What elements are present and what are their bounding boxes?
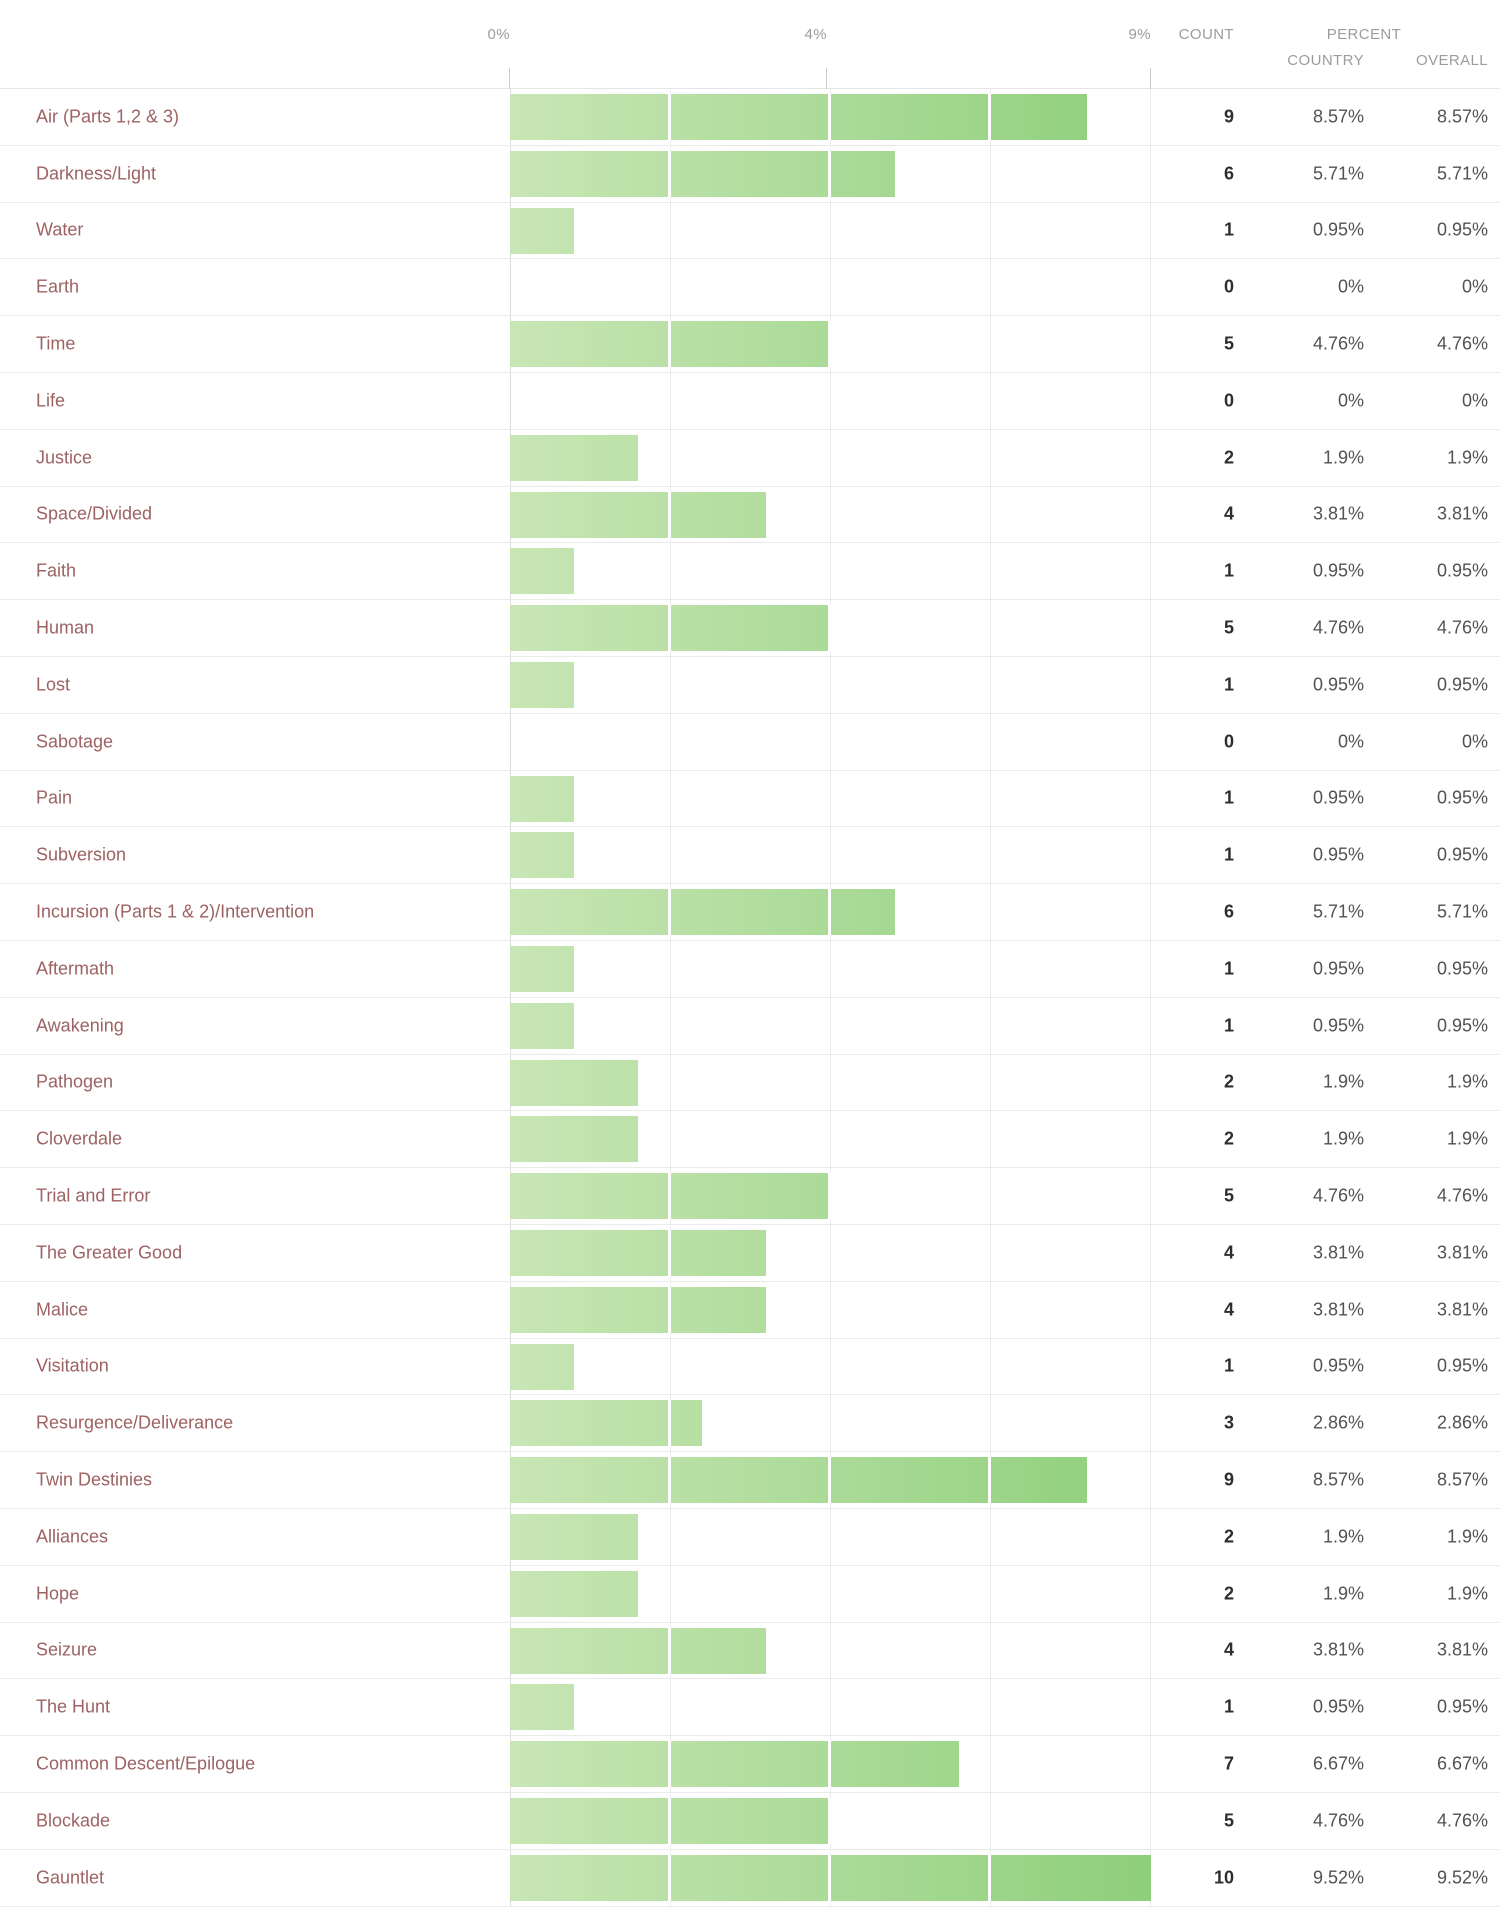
country-column-header: COUNTRY	[1287, 52, 1364, 69]
count-value: 4	[1223, 503, 1234, 524]
bar-cell	[510, 884, 1151, 940]
bar-cell	[510, 714, 1151, 770]
count-value: 1	[1223, 674, 1234, 695]
axis-tick-mark-0	[509, 68, 510, 89]
count-value: 1	[1223, 219, 1234, 240]
country-percent-value: 8.57%	[1312, 1469, 1364, 1490]
overall-percent-value: 0%	[1461, 276, 1488, 297]
episode-label: Lost	[36, 674, 71, 695]
vote-bar	[510, 1003, 574, 1049]
overall-percent-value: 9.52%	[1436, 1867, 1488, 1888]
episode-label: The Greater Good	[36, 1242, 183, 1263]
episode-label: Malice	[36, 1299, 89, 1320]
table-row	[0, 89, 1500, 146]
country-percent-value: 3.81%	[1312, 1242, 1364, 1263]
episode-label: Faith	[36, 560, 77, 581]
overall-percent-value: 4.76%	[1436, 1185, 1488, 1206]
country-percent-value: 1.9%	[1322, 1128, 1364, 1149]
episode-label: Space/Divided	[36, 503, 153, 524]
episode-label: Life	[36, 390, 66, 411]
country-percent-value: 4.76%	[1312, 1810, 1364, 1831]
bar-cell	[510, 1736, 1151, 1792]
vote-bar	[510, 321, 831, 367]
table-row	[0, 884, 1500, 941]
country-percent-value: 0.95%	[1312, 1696, 1364, 1717]
table-row	[0, 1111, 1500, 1168]
vote-bar	[510, 435, 638, 481]
table-row	[0, 487, 1500, 544]
country-percent-value: 0.95%	[1312, 560, 1364, 581]
episode-label: Pathogen	[36, 1071, 114, 1092]
bar-segment-divider	[988, 1457, 991, 1503]
overall-percent-value: 8.57%	[1436, 1469, 1488, 1490]
axis-tick-label-0: 0%	[487, 26, 510, 43]
country-percent-value: 0.95%	[1312, 1015, 1364, 1036]
count-value: 9	[1223, 106, 1234, 127]
bar-segment-divider	[668, 1457, 671, 1503]
vote-bar	[510, 1684, 574, 1730]
count-value: 6	[1223, 163, 1234, 184]
vote-bar	[510, 776, 574, 822]
vote-bar	[510, 832, 574, 878]
overall-column-header: OVERALL	[1416, 52, 1488, 69]
country-percent-value: 6.67%	[1312, 1753, 1364, 1774]
vote-bar	[510, 492, 766, 538]
country-percent-value: 0%	[1337, 731, 1364, 752]
count-value: 5	[1223, 1185, 1234, 1206]
overall-percent-value: 8.57%	[1436, 106, 1488, 127]
bar-segment-divider	[668, 1287, 671, 1333]
vote-bar	[510, 151, 895, 197]
bar-segment-divider	[668, 1741, 671, 1787]
country-percent-value: 4.76%	[1312, 1185, 1364, 1206]
count-value: 1	[1223, 787, 1234, 808]
bar-segment-divider	[988, 94, 991, 140]
bar-cell	[510, 941, 1151, 997]
overall-percent-value: 5.71%	[1436, 163, 1488, 184]
count-column-header: COUNT	[1178, 26, 1234, 43]
country-percent-value: 1.9%	[1322, 447, 1364, 468]
vote-bar	[510, 1230, 766, 1276]
count-value: 1	[1223, 1355, 1234, 1376]
overall-percent-value: 0.95%	[1436, 1355, 1488, 1376]
bar-segment-divider	[668, 151, 671, 197]
bar-cell	[510, 259, 1151, 315]
vote-bar	[510, 94, 1087, 140]
vote-bar	[510, 946, 574, 992]
table-row	[0, 146, 1500, 203]
episode-label: Water	[36, 219, 84, 240]
country-percent-value: 3.81%	[1312, 503, 1364, 524]
bar-cell	[510, 1850, 1151, 1906]
count-value: 2	[1223, 1071, 1234, 1092]
bar-cell	[510, 373, 1151, 429]
bar-segment-divider	[828, 1798, 831, 1844]
country-percent-value: 4.76%	[1312, 333, 1364, 354]
table-row	[0, 657, 1500, 714]
bar-segment-divider	[828, 94, 831, 140]
country-percent-value: 4.76%	[1312, 617, 1364, 638]
table-row	[0, 373, 1500, 430]
table-row	[0, 941, 1500, 998]
table-header	[0, 0, 1500, 89]
bar-cell	[510, 146, 1151, 202]
bar-cell	[510, 1509, 1151, 1565]
overall-percent-value: 0%	[1461, 731, 1488, 752]
bar-cell	[510, 1111, 1151, 1167]
episode-label: Twin Destinies	[36, 1469, 153, 1490]
overall-percent-value: 3.81%	[1436, 1299, 1488, 1320]
table-body	[0, 89, 1500, 1907]
overall-percent-value: 0.95%	[1436, 1696, 1488, 1717]
table-row	[0, 827, 1500, 884]
country-percent-value: 0.95%	[1312, 958, 1364, 979]
bar-cell	[510, 1339, 1151, 1395]
table-row	[0, 600, 1500, 657]
count-value: 1	[1223, 1696, 1234, 1717]
percent-column-header: PERCENT	[1326, 26, 1402, 43]
country-percent-value: 9.52%	[1312, 1867, 1364, 1888]
country-percent-value: 3.81%	[1312, 1299, 1364, 1320]
overall-percent-value: 1.9%	[1446, 447, 1488, 468]
bar-cell	[510, 600, 1151, 656]
episode-label: Alliances	[36, 1526, 109, 1547]
table-row	[0, 543, 1500, 600]
bar-segment-divider	[668, 94, 671, 140]
table-row	[0, 1566, 1500, 1623]
country-percent-value: 0.95%	[1312, 787, 1364, 808]
bar-segment-divider	[828, 321, 831, 367]
table-row	[0, 1736, 1500, 1793]
bar-cell	[510, 827, 1151, 883]
table-row	[0, 1850, 1500, 1907]
country-percent-value: 5.71%	[1312, 163, 1364, 184]
episode-label: Sabotage	[36, 731, 114, 752]
count-value: 6	[1223, 901, 1234, 922]
vote-bar	[510, 1060, 638, 1106]
bar-cell	[510, 1055, 1151, 1111]
bar-segment-divider	[668, 605, 671, 651]
episode-label: Human	[36, 617, 95, 638]
bar-cell	[510, 203, 1151, 259]
bar-segment-divider	[988, 1855, 991, 1901]
count-value: 5	[1223, 333, 1234, 354]
count-value: 0	[1223, 390, 1234, 411]
episode-label: Resurgence/Deliverance	[36, 1412, 234, 1433]
overall-percent-value: 0.95%	[1436, 219, 1488, 240]
table-row	[0, 1225, 1500, 1282]
bar-cell	[510, 771, 1151, 827]
count-value: 7	[1223, 1753, 1234, 1774]
vote-bar	[510, 1116, 638, 1162]
bar-cell	[510, 657, 1151, 713]
bar-cell	[510, 1623, 1151, 1679]
bar-segment-divider	[828, 1173, 831, 1219]
overall-percent-value: 0.95%	[1436, 958, 1488, 979]
bar-cell	[510, 89, 1151, 145]
bar-cell	[510, 1225, 1151, 1281]
episode-label: Seizure	[36, 1639, 98, 1660]
country-percent-value: 1.9%	[1322, 1526, 1364, 1547]
vote-bar	[510, 1400, 702, 1446]
bar-cell	[510, 1168, 1151, 1224]
country-percent-value: 0%	[1337, 390, 1364, 411]
episode-label: Blockade	[36, 1810, 111, 1831]
bar-segment-divider	[668, 889, 671, 935]
bar-cell	[510, 1566, 1151, 1622]
country-percent-value: 5.71%	[1312, 901, 1364, 922]
episode-label: Subversion	[36, 844, 127, 865]
overall-percent-value: 2.86%	[1436, 1412, 1488, 1433]
table-row	[0, 1055, 1500, 1112]
bar-cell	[510, 1452, 1151, 1508]
table-row	[0, 1395, 1500, 1452]
overall-percent-value: 3.81%	[1436, 1639, 1488, 1660]
count-value: 1	[1223, 844, 1234, 865]
episode-label: Visitation	[36, 1355, 109, 1376]
count-value: 4	[1223, 1639, 1234, 1660]
axis-tick-mark-4	[826, 68, 827, 89]
table-row	[0, 1452, 1500, 1509]
episode-label: Pain	[36, 787, 73, 808]
table-row	[0, 1679, 1500, 1736]
country-percent-value: 2.86%	[1312, 1412, 1364, 1433]
bar-cell	[510, 487, 1151, 543]
table-row	[0, 1282, 1500, 1339]
vote-bar	[510, 1571, 638, 1617]
count-value: 1	[1223, 560, 1234, 581]
table-row	[0, 1339, 1500, 1396]
vote-bar	[510, 889, 895, 935]
table-row	[0, 1793, 1500, 1850]
axis-tick-mark-9	[1150, 68, 1151, 89]
count-value: 9	[1223, 1469, 1234, 1490]
overall-percent-value: 1.9%	[1446, 1128, 1488, 1149]
episode-label: Incursion (Parts 1 & 2)/Intervention	[36, 901, 315, 922]
vote-bar	[510, 1344, 574, 1390]
overall-percent-value: 5.71%	[1436, 901, 1488, 922]
table-row	[0, 1509, 1500, 1566]
vote-bar	[510, 1628, 766, 1674]
bar-cell	[510, 430, 1151, 486]
bar-segment-divider	[668, 321, 671, 367]
episode-label: Aftermath	[36, 958, 115, 979]
overall-percent-value: 0.95%	[1436, 560, 1488, 581]
count-value: 2	[1223, 1128, 1234, 1149]
count-value: 2	[1223, 1583, 1234, 1604]
vote-bar	[510, 1798, 831, 1844]
vote-bar	[510, 662, 574, 708]
count-value: 10	[1213, 1867, 1234, 1888]
overall-percent-value: 1.9%	[1446, 1071, 1488, 1092]
table-row	[0, 771, 1500, 828]
bar-cell	[510, 543, 1151, 599]
count-value: 2	[1223, 1526, 1234, 1547]
vote-bar	[510, 1287, 766, 1333]
episode-label: Gauntlet	[36, 1867, 105, 1888]
count-value: 4	[1223, 1299, 1234, 1320]
table-row	[0, 1623, 1500, 1680]
episode-label: Air (Parts 1,2 & 3)	[36, 106, 180, 127]
count-value: 0	[1223, 276, 1234, 297]
episode-label: The Hunt	[36, 1696, 111, 1717]
bar-cell	[510, 316, 1151, 372]
vote-bar	[510, 1173, 831, 1219]
country-percent-value: 3.81%	[1312, 1639, 1364, 1660]
count-value: 2	[1223, 447, 1234, 468]
bar-segment-divider	[668, 1798, 671, 1844]
bar-segment-divider	[828, 1457, 831, 1503]
overall-percent-value: 4.76%	[1436, 1810, 1488, 1831]
episode-label: Trial and Error	[36, 1185, 151, 1206]
overall-percent-value: 1.9%	[1446, 1583, 1488, 1604]
episode-label: Awakening	[36, 1015, 124, 1036]
overall-percent-value: 1.9%	[1446, 1526, 1488, 1547]
bar-segment-divider	[828, 151, 831, 197]
overall-percent-value: 3.81%	[1436, 503, 1488, 524]
count-value: 1	[1223, 1015, 1234, 1036]
overall-percent-value: 6.67%	[1436, 1753, 1488, 1774]
bar-cell	[510, 1793, 1151, 1849]
count-value: 3	[1223, 1412, 1234, 1433]
axis-tick-label-9: 9%	[1128, 26, 1151, 43]
episode-label: Justice	[36, 447, 93, 468]
overall-percent-value: 0%	[1461, 390, 1488, 411]
overall-percent-value: 0.95%	[1436, 674, 1488, 695]
country-percent-value: 0.95%	[1312, 844, 1364, 865]
count-value: 5	[1223, 617, 1234, 638]
table-row	[0, 1168, 1500, 1225]
vote-bar	[510, 548, 574, 594]
episode-label: Time	[36, 333, 76, 354]
bar-segment-divider	[828, 1741, 831, 1787]
vote-bar	[510, 605, 831, 651]
bar-segment-divider	[828, 605, 831, 651]
episode-label: Darkness/Light	[36, 163, 157, 184]
country-percent-value: 0.95%	[1312, 674, 1364, 695]
bar-segment-divider	[828, 1855, 831, 1901]
table-row	[0, 430, 1500, 487]
bar-segment-divider	[668, 1855, 671, 1901]
episode-label: Common Descent/Epilogue	[36, 1753, 256, 1774]
overall-percent-value: 0.95%	[1436, 1015, 1488, 1036]
country-percent-value: 0.95%	[1312, 1355, 1364, 1376]
bar-segment-divider	[668, 1230, 671, 1276]
count-value: 4	[1223, 1242, 1234, 1263]
bar-segment-divider	[668, 1173, 671, 1219]
bar-cell	[510, 1282, 1151, 1338]
vote-bar	[510, 1855, 1151, 1901]
vote-bar	[510, 1457, 1087, 1503]
bar-cell	[510, 1395, 1151, 1451]
count-value: 1	[1223, 958, 1234, 979]
country-percent-value: 1.9%	[1322, 1071, 1364, 1092]
vote-bar	[510, 208, 574, 254]
overall-percent-value: 3.81%	[1436, 1242, 1488, 1263]
country-percent-value: 0%	[1337, 276, 1364, 297]
count-value: 5	[1223, 1810, 1234, 1831]
bar-segment-divider	[828, 889, 831, 935]
bar-cell	[510, 998, 1151, 1054]
country-percent-value: 0.95%	[1312, 219, 1364, 240]
table-row	[0, 316, 1500, 373]
episode-label: Earth	[36, 276, 80, 297]
table-row	[0, 714, 1500, 771]
bar-segment-divider	[668, 492, 671, 538]
episode-label: Hope	[36, 1583, 80, 1604]
table-row	[0, 203, 1500, 260]
overall-percent-value: 0.95%	[1436, 787, 1488, 808]
bar-cell	[510, 1679, 1151, 1735]
bar-segment-divider	[668, 1628, 671, 1674]
country-percent-value: 8.57%	[1312, 106, 1364, 127]
vote-bar	[510, 1514, 638, 1560]
count-value: 0	[1223, 731, 1234, 752]
vote-bar	[510, 1741, 959, 1787]
episode-label: Cloverdale	[36, 1128, 123, 1149]
bar-segment-divider	[668, 1400, 671, 1446]
table-row	[0, 259, 1500, 316]
overall-percent-value: 4.76%	[1436, 617, 1488, 638]
axis-tick-label-4: 4%	[804, 26, 827, 43]
overall-percent-value: 4.76%	[1436, 333, 1488, 354]
overall-percent-value: 0.95%	[1436, 844, 1488, 865]
country-percent-value: 1.9%	[1322, 1583, 1364, 1604]
table-row	[0, 998, 1500, 1055]
